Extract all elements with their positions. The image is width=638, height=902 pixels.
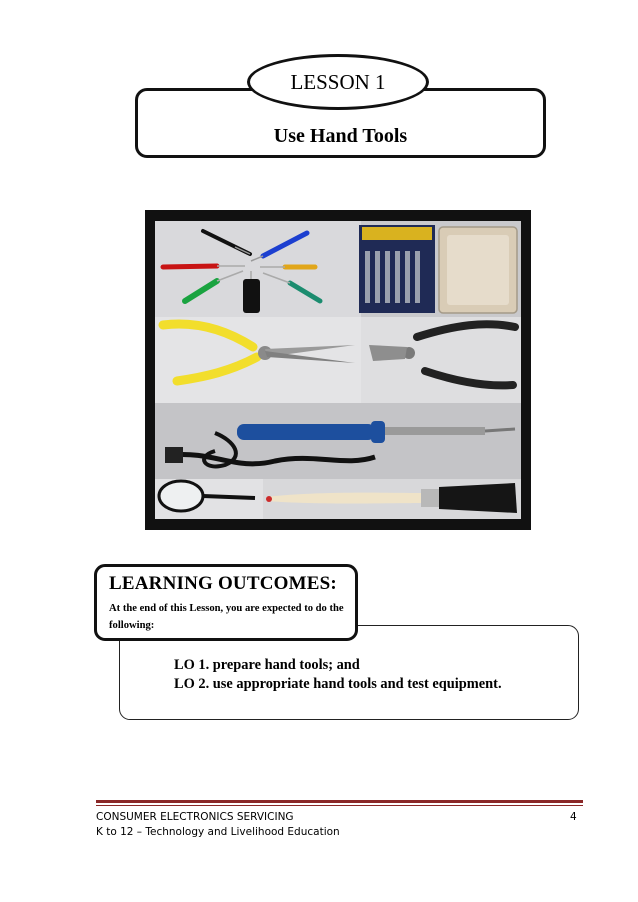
learning-outcome-item: LO 1. prepare hand tools; and bbox=[174, 657, 360, 673]
footer-course: K to 12 – Technology and Livelihood Education bbox=[96, 826, 340, 838]
footer-divider-thin bbox=[96, 805, 583, 806]
learning-outcomes-header-box bbox=[94, 564, 358, 641]
lesson-title: Use Hand Tools bbox=[273, 125, 408, 147]
footer-subject: CONSUMER ELECTRONICS SERVICING bbox=[96, 811, 294, 823]
hand-tools-illustration bbox=[155, 221, 521, 519]
lesson-number-label: LESSON 1 bbox=[290, 69, 386, 94]
lesson-number-oval bbox=[247, 54, 429, 110]
page-number: 4 bbox=[570, 811, 577, 823]
footer-divider bbox=[96, 800, 583, 803]
learning-outcomes-intro: At the end of this Lesson, you are expected to do the following: bbox=[109, 603, 344, 631]
learning-outcome-item: LO 2. use appropriate hand tools and test equipment. bbox=[174, 676, 502, 692]
learning-outcomes-heading: LEARNING OUTCOMES: bbox=[109, 573, 337, 594]
hand-tools-photo bbox=[145, 210, 531, 530]
hand-tools-collage bbox=[155, 221, 521, 519]
